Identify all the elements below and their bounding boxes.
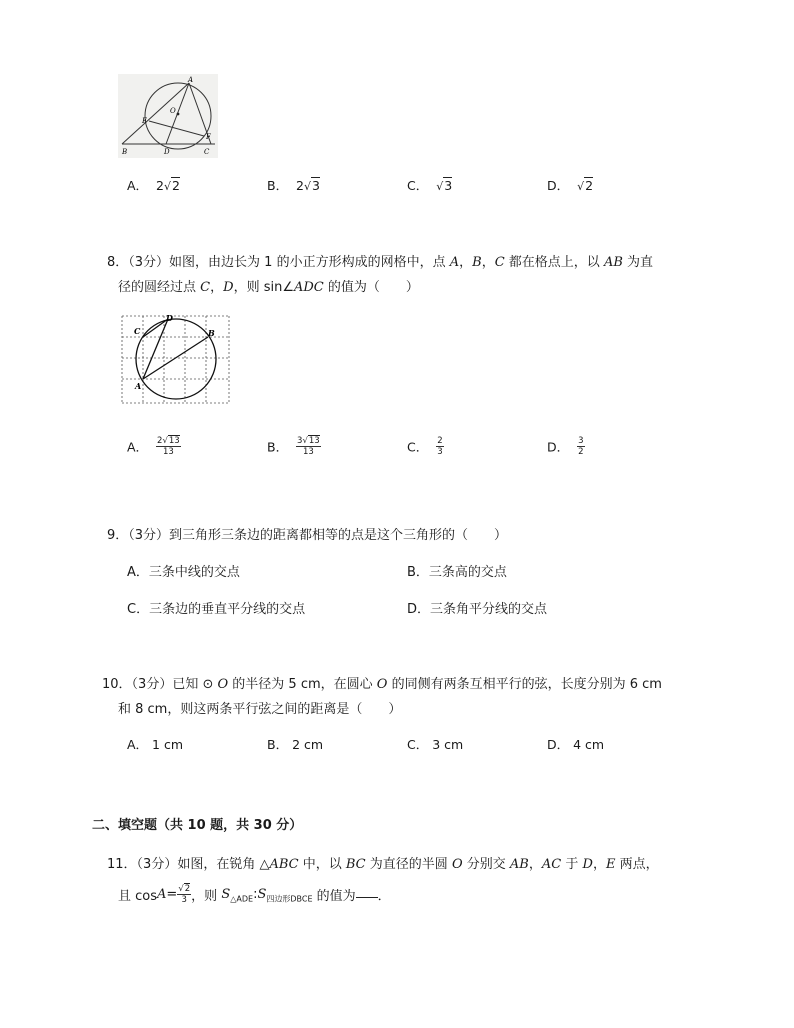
q8-option-a-den: 13 — [162, 447, 174, 457]
q7-label-E: E — [142, 117, 148, 125]
q10-option-b[interactable] — [267, 735, 323, 753]
q8-comma: ， — [459, 255, 473, 270]
q7-option-c[interactable]: C． √3 — [407, 178, 453, 193]
q7-option-a-value: 2 — [156, 178, 164, 193]
q9-option-b[interactable]: B．三条高的交点 — [407, 565, 507, 580]
q8-option-d[interactable] — [547, 436, 585, 457]
q9-option-c[interactable]: C．三条边的垂直平分线的交点 — [127, 602, 306, 617]
q7-option-b[interactable]: B． 2√3 — [267, 178, 320, 193]
q8-option-a-fraction: $\frac{2√13}{13}$ — [157, 436, 180, 457]
q8-option-b-letter: B． — [267, 439, 289, 455]
q8-mid-text: 都在格点上，以 — [508, 255, 600, 270]
q10-center-o: O — [376, 677, 388, 692]
q8-line2-end: 的值为（ ） — [327, 280, 419, 295]
q7-option-a-radicand: 2 — [171, 178, 180, 193]
q11-cos-text: 且 cos — [118, 889, 158, 904]
q8-stem-line2 — [118, 276, 419, 295]
q8-option-a-coef: 2 — [157, 436, 163, 446]
q10-circle-o: O — [217, 677, 229, 692]
q10-option-c[interactable] — [407, 735, 463, 753]
q8-point-b: B — [472, 255, 482, 270]
q11-cos-fraction: $\frac{√2}{3}$ — [178, 884, 191, 905]
q8-stem-line1 — [107, 251, 653, 270]
q11-segment-bc: BC — [345, 857, 366, 872]
q11-then-text: ，则 — [191, 889, 218, 904]
q10-stem-line1 — [102, 673, 662, 692]
q11-frac-radicand: 2 — [184, 884, 191, 894]
q8-sin-text: ，则 sin∠ — [233, 280, 294, 295]
q11-angle-a: A — [157, 887, 167, 902]
q8-comma: ， — [481, 255, 495, 270]
q7-label-B: B — [122, 148, 128, 156]
q8-option-b-den: 13 — [302, 447, 314, 457]
q11-segment-ac: AC — [541, 857, 562, 872]
q10-part2: 的半径为 5 cm，在圆心 — [232, 677, 373, 692]
q7-figure — [118, 74, 218, 158]
q8-label-B: B — [208, 328, 215, 338]
q11-triangle-abc: ABC — [269, 857, 299, 872]
q8-suffix: 为直 — [627, 255, 654, 270]
q7-label-A: A — [188, 76, 194, 84]
q8-option-c-fraction — [436, 436, 443, 457]
q7-label-F: F — [206, 133, 211, 141]
q10-option-c-value: 3 cm — [432, 737, 464, 752]
q11-value-text: 的值为 — [316, 889, 356, 904]
q7-option-b-radicand: 3 — [312, 178, 320, 193]
q8-point-c2: C — [200, 280, 211, 295]
q8-option-a-radicand: 13 — [168, 436, 180, 446]
q8-option-c-letter: C． — [407, 439, 429, 455]
q10-option-b-value: 2 cm — [292, 737, 324, 752]
q11-stem-line2 — [118, 884, 391, 905]
q11-sub-ade: △ADE — [230, 894, 254, 904]
q7-option-b-value: 2 — [296, 178, 304, 193]
q10-part3: 的同侧有两条互相平行的弦，长度分别为 6 cm — [391, 677, 662, 692]
q11-part3: 为直径的半圆 — [369, 857, 448, 872]
q11-area-s2: S — [257, 887, 267, 902]
q7-option-c-radicand: 3 — [444, 178, 453, 193]
q11-segment-ab: AB — [509, 857, 529, 872]
q8-label-D: D — [166, 313, 173, 323]
q7-option-a[interactable]: A． 2√2 — [127, 178, 180, 193]
q8-option-d-num: 3 — [578, 436, 584, 446]
answer-blank[interactable] — [356, 887, 378, 898]
q8-segment-ab: AB — [603, 255, 623, 270]
q7-option-a-letter: A． — [127, 178, 149, 193]
q10-option-d[interactable] — [547, 735, 604, 753]
q11-period: ． — [377, 889, 391, 904]
q9-option-d[interactable]: D．三条角平分线的交点 — [407, 602, 548, 617]
q7-geometry-svg — [118, 74, 218, 158]
q11-point-e: E — [605, 857, 616, 872]
q10-option-b-letter: B． — [267, 737, 289, 752]
q11-area-s1: S — [221, 887, 231, 902]
q8-option-d-letter: D． — [547, 439, 570, 455]
q7-label-O: O — [170, 107, 176, 115]
q10-option-a-letter: A． — [127, 737, 149, 752]
q9-option-a[interactable]: A．三条中线的交点 — [127, 565, 240, 580]
q8-figure — [120, 313, 232, 407]
q7-label-D: D — [164, 148, 170, 156]
q11-sub-dbce: 四边形DBCE — [266, 894, 313, 904]
q8-option-b[interactable] — [267, 436, 321, 457]
q8-option-d-fraction — [577, 436, 584, 457]
q11-comma: ， — [592, 857, 606, 872]
q8-label-A: A — [135, 381, 142, 391]
q11-part1: 11．（3分）如图，在锐角 △ — [107, 857, 270, 872]
q11-point-o: O — [451, 857, 463, 872]
q8-comma: ， — [210, 280, 224, 295]
q8-point-d: D — [223, 280, 234, 295]
q11-equals: = — [166, 887, 178, 902]
q8-option-a[interactable] — [127, 436, 181, 457]
q8-point-a: A — [449, 255, 460, 270]
q10-option-a-value: 1 cm — [152, 737, 184, 752]
q8-angle-adc: ADC — [293, 280, 324, 295]
section-title: 二、填空题（共 10 题，共 30 分） — [92, 818, 303, 833]
q8-option-b-radicand: 13 — [308, 436, 320, 446]
q8-option-c-num: 2 — [437, 436, 443, 446]
q8-line2-text: 径的圆经过点 — [118, 280, 197, 295]
q7-option-b-letter: B． — [267, 178, 289, 193]
q8-option-b-coef: 3 — [297, 436, 303, 446]
q7-option-d[interactable]: D． √2 — [547, 178, 594, 193]
q11-part4: 分别交 — [466, 857, 506, 872]
q8-option-d-den: 2 — [578, 447, 584, 457]
q10-option-d-value: 4 cm — [573, 737, 605, 752]
q11-colon: : — [253, 887, 258, 902]
q8-grid-svg — [120, 313, 232, 407]
q7-label-C: C — [204, 148, 210, 156]
q7-option-c-letter: C． — [407, 178, 429, 193]
q11-stem-line1 — [107, 853, 659, 872]
q8-label-C: C — [134, 326, 141, 336]
q8-point-c: C — [494, 255, 505, 270]
q8-option-b-fraction: $\frac{3√13}{13}$ — [297, 436, 320, 457]
q11-part6: 两点， — [619, 857, 659, 872]
q10-option-a[interactable] — [127, 735, 183, 753]
q10-option-c-letter: C． — [407, 737, 429, 752]
q11-point-d: D — [582, 857, 593, 872]
q11-part2: 中，以 — [302, 857, 342, 872]
q11-comma: ， — [528, 857, 542, 872]
q11-frac-den: 3 — [181, 895, 187, 905]
q7-option-d-letter: D． — [547, 178, 570, 193]
q8-option-c[interactable] — [407, 436, 444, 457]
q8-option-c-den: 3 — [437, 447, 443, 457]
q10-option-d-letter: D． — [547, 737, 570, 752]
q10-part1: 10．（3分）已知 ⊙ — [102, 677, 214, 692]
q8-option-a-letter: A． — [127, 439, 149, 455]
q11-part5: 于 — [565, 857, 579, 872]
q10-stem-line2: 和 8 cm，则这两条平行弦之间的距离是（ ） — [118, 702, 402, 717]
q8-prefix: 8．（3分）如图，由边长为 1 的小正方形构成的网格中，点 — [107, 255, 446, 270]
q7-option-d-radicand: 2 — [585, 178, 594, 193]
q9-stem: 9．（3分）到三角形三条边的距离都相等的点是这个三角形的（ ） — [107, 528, 508, 543]
